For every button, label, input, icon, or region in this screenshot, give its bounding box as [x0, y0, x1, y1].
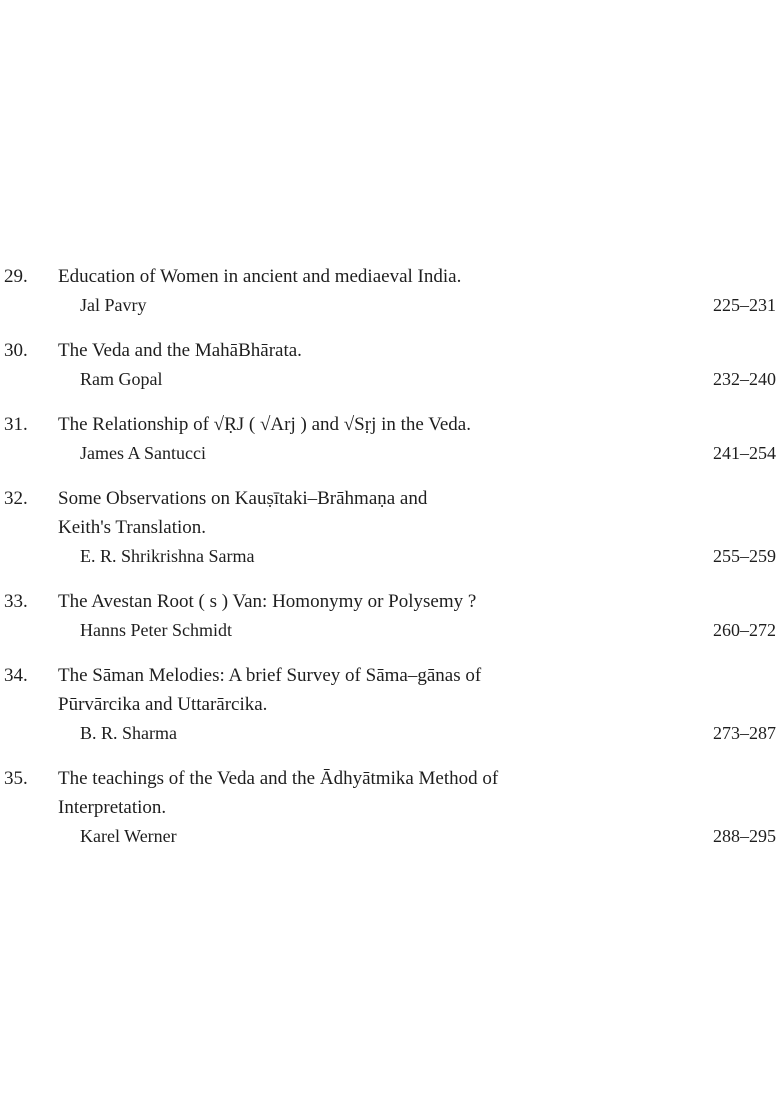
entry-title: The Relationship of √ṚJ ( √Arj ) and √Sṛj in the Veda.: [58, 414, 471, 435]
entry-title: The teachings of the Veda and the Ādhyātmika Method of: [58, 768, 499, 789]
entry-title-continued: Pūrvārcika and Uttarārcika.: [58, 694, 268, 715]
toc-entry: [0, 587, 780, 645]
toc-entry: [0, 336, 780, 394]
entry-pages: 241–254: [713, 443, 776, 463]
entry-author: Karel Werner: [80, 826, 177, 846]
entry-title-continued: Keith's Translation.: [58, 517, 207, 538]
entry-number: 33.: [4, 591, 28, 612]
entry-author: Jal Pavry: [80, 295, 147, 315]
entry-pages: 260–272: [713, 620, 776, 640]
entry-pages: 255–259: [713, 546, 776, 566]
entry-author-row: [0, 542, 780, 571]
entry-number: 30.: [4, 340, 28, 361]
entry-author-row: [0, 365, 780, 394]
entry-pages: 225–231: [713, 295, 776, 315]
entry-author-row: [0, 719, 780, 748]
toc-entry: [0, 410, 780, 468]
toc-entry: [0, 661, 780, 748]
entry-title: The Veda and the MahāBhārata.: [58, 340, 302, 361]
entry-pages: 288–295: [713, 826, 776, 846]
toc-entry: [0, 764, 780, 851]
entry-author-row: [0, 291, 780, 320]
entry-title: Education of Women in ancient and mediaeval India.: [58, 266, 462, 287]
entry-author-row: [0, 616, 780, 645]
entry-pages: 273–287: [713, 723, 776, 743]
toc-entry: [0, 484, 780, 571]
entry-pages: 232–240: [713, 369, 776, 389]
entry-author: B. R. Sharma: [80, 723, 177, 743]
entry-author: E. R. Shrikrishna Sarma: [80, 546, 255, 566]
entry-number: 32.: [4, 488, 28, 509]
entry-author-row: [0, 822, 780, 851]
entry-number: 29.: [4, 266, 28, 287]
entry-author: Ram Gopal: [80, 369, 163, 389]
entry-title: The Avestan Root ( s ) Van: Homonymy or Polysemy ?: [58, 591, 477, 612]
entry-author: James A Santucci: [80, 443, 206, 463]
entry-number: 34.: [4, 665, 28, 686]
entry-title-continued: Interpretation.: [58, 797, 167, 818]
toc-entry: [0, 262, 780, 320]
entry-title: The Sāman Melodies: A brief Survey of Sāma–gānas of: [58, 665, 482, 686]
entry-author: Hanns Peter Schmidt: [80, 620, 232, 640]
entry-number: 35.: [4, 768, 28, 789]
entry-title: Some Observations on Kauṣītaki–Brāhmaṇa and: [58, 488, 428, 509]
table-of-contents: [0, 262, 780, 867]
entry-author-row: [0, 439, 780, 468]
entry-number: 31.: [4, 414, 28, 435]
